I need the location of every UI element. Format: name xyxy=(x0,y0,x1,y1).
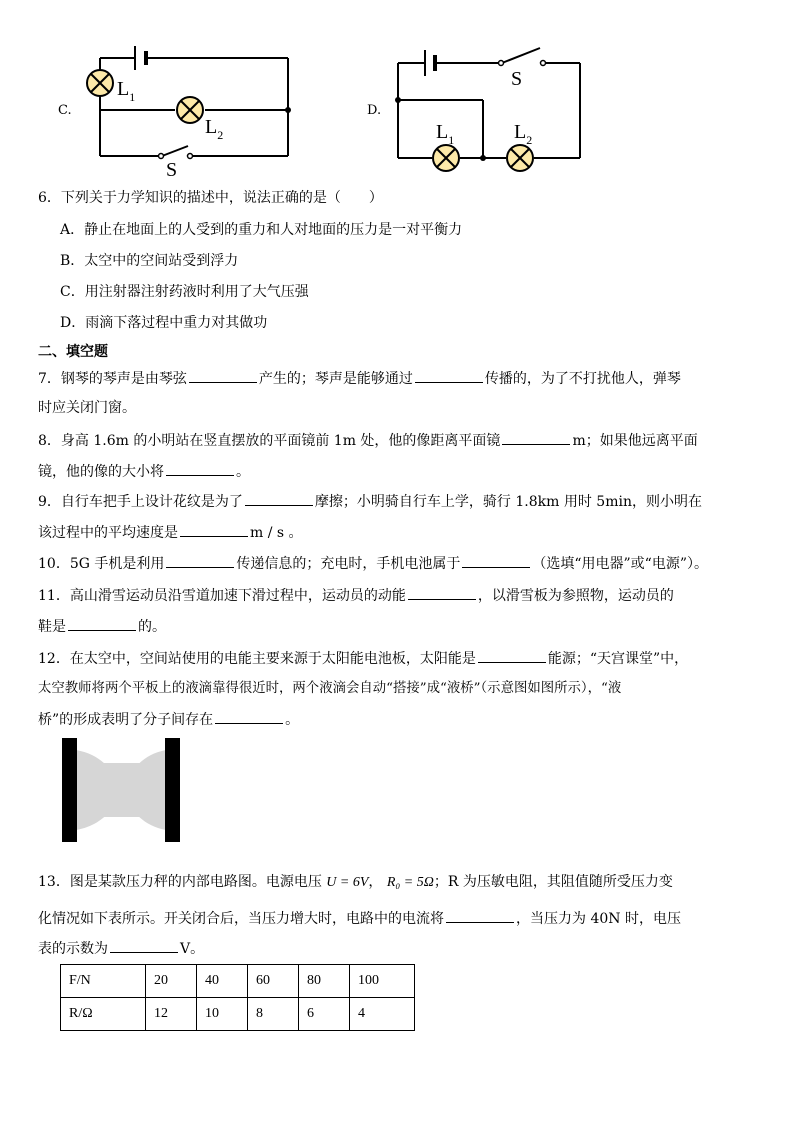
answer-blank[interactable] xyxy=(462,553,530,568)
answer-blank[interactable] xyxy=(166,461,234,476)
question-12-line-3: 桥”的形成表明了分子间存在 。 xyxy=(38,709,299,730)
question-7-line-1: 7．钢琴的琴声是由琴弦 产生的；琴声是能够通过 传播的，为了不打扰他人，弹琴 xyxy=(38,368,681,389)
answer-blank[interactable] xyxy=(110,938,178,953)
answer-blank[interactable] xyxy=(215,709,283,724)
question-12-line-1: 12．在太空中，空间站使用的电能主要来源于太阳能电池板，太阳能是 能源；“天宫课堂”中， xyxy=(38,648,688,669)
table-row xyxy=(61,965,415,998)
q6-option-a: A．静止在地面上的人受到的重力和人对地面的压力是一对平衡力 xyxy=(60,222,463,238)
q6-option-c: C．用注射器注射药液时利用了大气压强 xyxy=(60,284,309,300)
option-d-label: D. xyxy=(367,103,382,118)
answer-blank[interactable] xyxy=(180,522,248,537)
section-heading: 二、填空题 xyxy=(38,344,108,360)
question-6-stem: 6．下列关于力学知识的描述中，说法正确的是（ ） xyxy=(38,190,383,206)
table-cell: 12 xyxy=(146,998,197,1031)
question-13-line-1: 13．图是某款压力秤的内部电路图。电源电压 U = 6V， R₀ = 5Ω；R 为压敏电阻，其阻值随所受压力变 xyxy=(38,874,673,890)
question-10: 10．5G 手机是利用 传递信息的；充电时，手机电池属于 （选填“用电器”或“电源”）。 xyxy=(38,553,708,574)
table-cell: 6 xyxy=(299,998,350,1031)
question-9-line-1: 9．自行车把手上设计花纹是为了 摩擦；小明骑自行车上学，骑行 1.8km 用时 5min，则小明在 xyxy=(38,491,702,512)
lamp-l1-icon xyxy=(87,70,113,96)
lamp-l2-icon xyxy=(507,145,533,171)
answer-blank[interactable] xyxy=(478,648,546,663)
lamp-l1-label: $L_1$ xyxy=(436,121,455,147)
table-cell: 20 xyxy=(146,965,197,998)
option-c-label: C. xyxy=(58,103,72,118)
q6-option-d: D．雨滴下落过程中重力对其做功 xyxy=(60,315,268,331)
q6-option-b: B．太空中的空间站受到浮力 xyxy=(60,253,239,269)
pressure-resistance-table xyxy=(60,964,415,1031)
circuit-diagram-c xyxy=(80,38,300,181)
table-cell: 4 xyxy=(350,998,415,1031)
table-cell: 8 xyxy=(248,998,299,1031)
left-plate xyxy=(62,738,77,842)
table-row xyxy=(61,998,415,1031)
switch-s-label: S xyxy=(166,159,178,181)
table-header-cell: R/Ω xyxy=(61,998,146,1031)
answer-blank[interactable] xyxy=(245,491,313,506)
table-cell: 100 xyxy=(350,965,415,998)
lamp-l1-icon xyxy=(433,145,459,171)
answer-blank[interactable] xyxy=(189,368,257,383)
table-header-cell: F/N xyxy=(61,965,146,998)
question-8-line-2: 镜，他的像的大小将 。 xyxy=(38,461,250,482)
question-8-line-1: 8．身高 1.6m 的小明站在竖直摆放的平面镜前 1m 处，他的像距离平面镜 m；如果他远离平面 xyxy=(38,430,698,451)
question-11-line-2: 鞋是 的。 xyxy=(38,616,166,637)
question-9-line-2: 该过程中的平均速度是 m / s 。 xyxy=(38,522,303,543)
answer-blank[interactable] xyxy=(446,908,514,923)
answer-blank[interactable] xyxy=(166,553,234,568)
lamp-l1-label: $L_1$ xyxy=(117,78,136,104)
table-cell: 10 xyxy=(197,998,248,1031)
circuit-diagram-d xyxy=(388,38,588,168)
table-cell: 60 xyxy=(248,965,299,998)
answer-blank[interactable] xyxy=(68,616,136,631)
lamp-l2-label: $L_2$ xyxy=(205,116,224,142)
question-7-line-2: 时应关闭门窗。 xyxy=(38,400,136,416)
answer-blank[interactable] xyxy=(415,368,483,383)
answer-blank[interactable] xyxy=(408,585,476,600)
lamp-l2-icon xyxy=(177,97,203,123)
liquid-bridge-figure xyxy=(60,738,184,842)
question-11-line-1: 11．高山滑雪运动员沿雪道加速下滑过程中，运动员的动能 ，以滑雪板为参照物，运动员的 xyxy=(38,585,674,606)
answer-blank[interactable] xyxy=(502,430,570,445)
lamp-l2-label: $L_2$ xyxy=(514,121,533,147)
table-cell: 40 xyxy=(197,965,248,998)
question-12-line-2: 太空教师将两个平板上的液滴靠得很近时，两个液滴会自动“搭接”成“液桥”（示意图如图所示），“液 xyxy=(38,681,622,696)
right-plate xyxy=(165,738,180,842)
table-cell: 80 xyxy=(299,965,350,998)
question-13-line-3: 表的示数为 V。 xyxy=(38,938,204,959)
switch-s-label: S xyxy=(511,68,523,90)
question-13-line-2: 化情况如下表所示。开关闭合后，当压力增大时，电路中的电流将 ，当压力为 40N 时，电压 xyxy=(38,908,681,929)
